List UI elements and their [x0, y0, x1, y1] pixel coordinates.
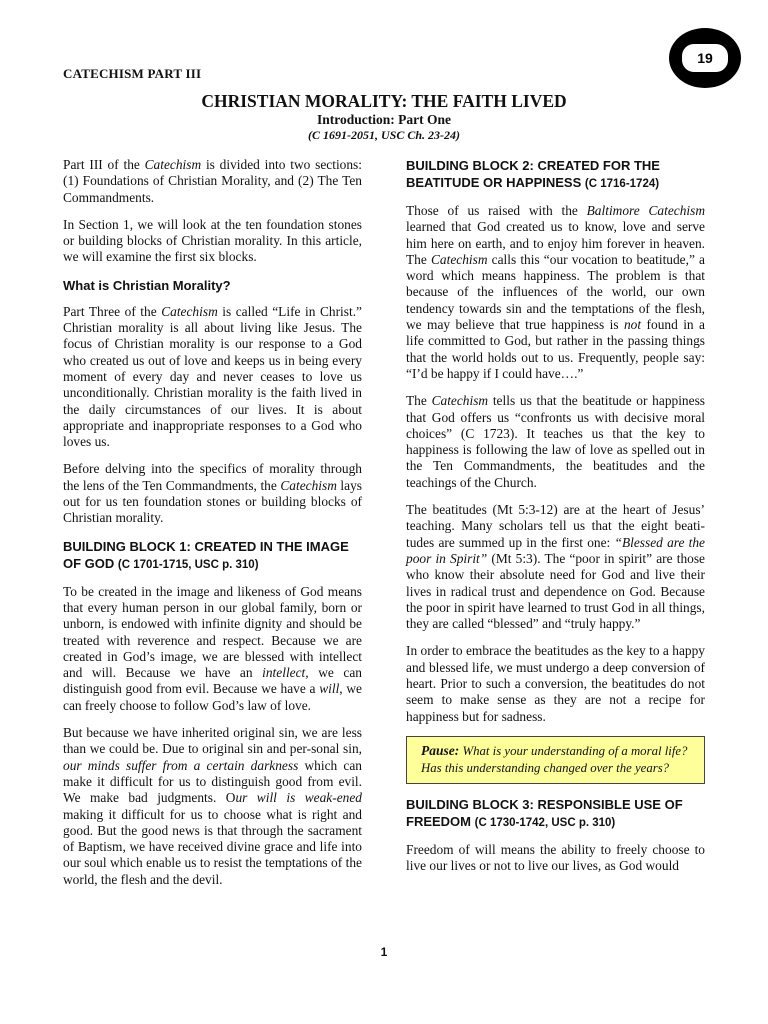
document-title: CHRISTIAN MORALITY: THE FAITH LIVED — [201, 91, 567, 111]
left-column — [63, 157, 362, 899]
pause-label: Pause: — [421, 742, 460, 758]
paragraph: Part Three of the Catechism is called “Life in Christ.” Christian morality is all about living like Jesus. The focus of Christian morality is our response to a God who created us out of love and keeps us in being every moment of every day and never ceases to love us unconditionally. Christian morality is the faith lived in the daily circumstances of our lives. It is about appropriate and inappropriate responses to a God who loves us. — [63, 303, 362, 450]
italic-emphasis: Catechism — [144, 157, 202, 172]
page-number-badge — [669, 28, 741, 88]
paragraph: In Section 1, we will look at the ten foundation stones or building blocks of Christian morality. In this article, we will examine the first six blocks. — [63, 216, 362, 265]
paragraph: Freedom of will means the ability to freely choose to live our lives or not to live our lives, as God would — [406, 841, 705, 874]
heading-reference: (C 1716-1724) — [584, 178, 660, 190]
building-block-3-heading — [406, 796, 705, 832]
right-column — [406, 157, 705, 886]
pause-question: What is your understanding of a moral life? Has this understanding changed over the years? — [421, 743, 688, 775]
building-block-1-heading — [63, 538, 362, 574]
italic-emphasis: not — [623, 317, 642, 333]
paragraph: Those of us raised with the Baltimore Catechism learned that God created us to know, love and serve him here on earth, and to enjoy him forever in heaven. The Catechism calls this “our vocation to beatitude,” a word which means happiness. The problem is that because of the influences of the world, our own tendency towards sin and the temptations of the flesh, we may believe that true happiness is not found in a life committed to God, but rather in the passing things that the world holds out to us. Frequently, people say: “I’d be happy if I could have….” — [406, 203, 705, 381]
italic-emphasis: intellect, — [262, 665, 309, 681]
page-number-badge-label: 19 — [682, 44, 728, 72]
heading-text: BUILDING BLOCK 1: CREATED IN THE IMAGE OF GOD — [63, 538, 349, 571]
paragraph: But because we have inherited original sin, we are less than we could be. Due to original sin and per-sonal sin, our minds suffer from a certain darkness which can make it difficult for us to distinguish good from evil. We make bad judgments. Our will is weak-ened making it difficult for us to choose what is right and good. But the good news is that through the sacrament of Baptism, we have received divine grace and life into our soul which enable us to resist the temptations of the world, the flesh and the devil. — [63, 725, 362, 887]
italic-emphasis: Baltimore Catechism — [586, 203, 705, 218]
heading-reference: (C 1730-1742, USC p. 310) — [474, 816, 616, 829]
paragraph: The beatitudes (Mt 5:3-12) are at the heart of Jesus’ teaching. Many scholars tell us that the eight beati-tudes are summed up in the first one: “Blessed are the poor in Spirit” (Mt 5:3). The “poor in spirit” are those who know their absolute need for God and live their lives in radical trust and dependence on God. Because the poor in spirit have learned to trust God in all things, they are called “blessed” and “truly happy.” — [406, 502, 705, 632]
document-reference: (C 1691-2051, USC Ch. 23-24) — [307, 128, 460, 142]
italic-emphasis: “Blessed are the poor in Spirit” — [406, 534, 705, 566]
building-block-2-heading — [406, 157, 705, 193]
heading-text: BUILDING BLOCK 2: CREATED FOR THE BEATITUDE OR HAPPINESS — [406, 158, 660, 190]
paragraph: In order to embrace the beatitudes as the key to a happy and blessed life, we must undergo a deep conversion of heart. Prior to such a conversion, the beatitudes do not seem to make sense as they are not a recipe for happiness but for sadness. — [406, 643, 705, 724]
paragraph: The Catechism tells us that the beatitude or happiness that God offers us “confronts us with decisive moral choices” (C 1723). It teaches us that the key to happiness is following the law of love as spelled out in the Ten Commandments, the beatitudes and the teachings of the Church. — [406, 393, 705, 490]
paragraph: Before delving into the specifics of morality through the lens of the Ten Commandments, the Catechism lays out for us ten foundation stones or building blocks of Christian morality. — [63, 461, 362, 526]
italic-emphasis: Catechism — [430, 251, 488, 267]
section-heading: What is Christian Morality? — [63, 277, 231, 293]
italic-emphasis: our minds suffer from a certain darkness — [63, 757, 299, 773]
heading-text: BUILDING BLOCK 3: RESPONSIBLE USE OF FREEDOM — [406, 796, 683, 829]
footer-page-number: 1 — [380, 945, 388, 959]
italic-emphasis: will, — [319, 681, 343, 697]
paragraph: Part III of the Catechism is divided into two sections: (1) Foundations of Christian Morality, and (2) The Ten Commandments. — [63, 157, 362, 205]
heading-reference: (C 1701-1715, USC p. 310) — [117, 558, 259, 571]
italic-emphasis: ur will is weak-ened — [235, 790, 362, 806]
document-subtitle: Introduction: Part One — [317, 112, 451, 127]
italic-emphasis: Catechism — [280, 477, 337, 493]
italic-emphasis: Catechism — [431, 393, 489, 409]
document-series-label: CATECHISM PART III — [63, 66, 202, 81]
italic-emphasis: Catechism — [161, 303, 218, 319]
paragraph: To be created in the image and likeness of God means that every human person in our global family, born or unborn, is endowed with infinite dignity and should be treated with reverence and respect. Because we are created in God’s image, we are blessed with intellect and will. Because we have an intellect, we can distinguish good from evil. Because we have a will, we can freely choose to follow God’s law of love. — [63, 583, 363, 713]
pause-reflection-box — [406, 736, 705, 784]
